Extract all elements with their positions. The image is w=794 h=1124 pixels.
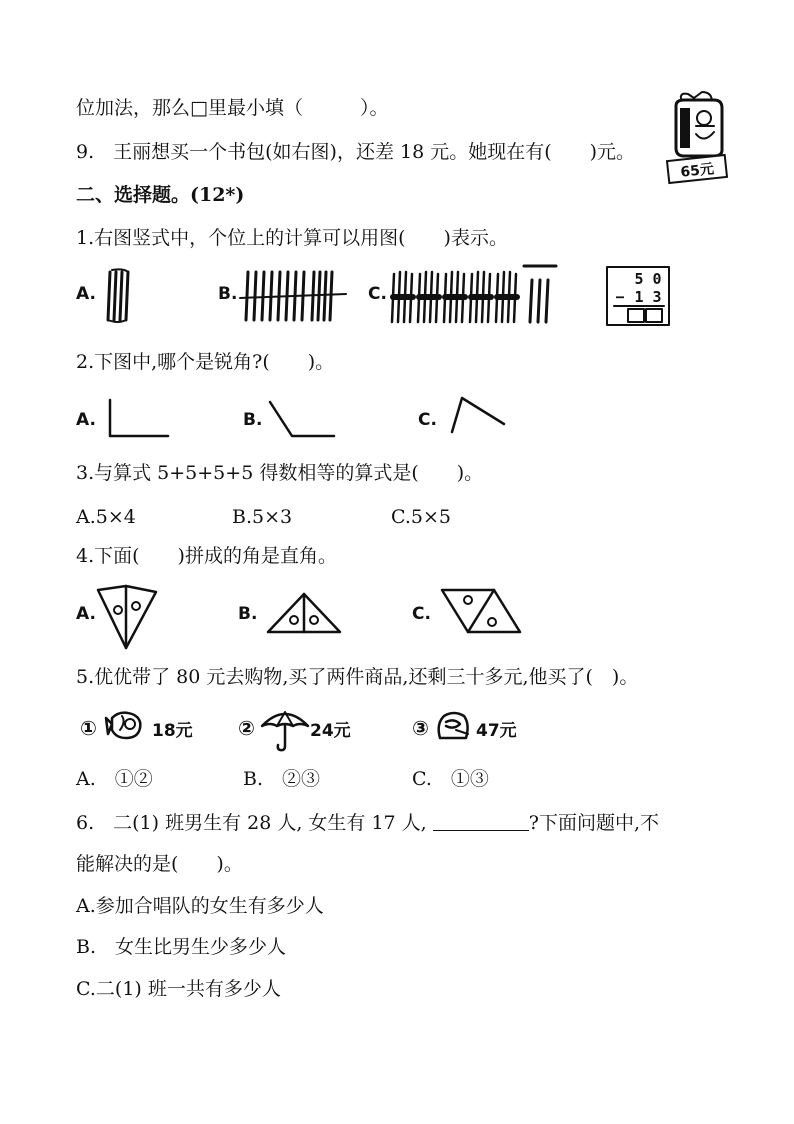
vertical-op: − [615, 288, 625, 306]
q4-text: 4.下面( )拼成的角是直角。 [76, 545, 337, 567]
q3-text: 3.与算式 5+5+5+5 得数相等的算式是( )。 [76, 462, 484, 484]
q2-label-c: C. [418, 410, 437, 430]
q5-item2-price: 24元 [310, 721, 351, 741]
bundles-c-icon [390, 262, 560, 328]
q1-label-a: A. [76, 284, 96, 304]
bag-price: 65元 [679, 161, 715, 181]
right-angle-icon [106, 398, 172, 440]
q8-continuation: 位加法，那么□里最小填（ ）。 [76, 97, 389, 119]
acute-angle-icon [448, 394, 508, 436]
set-squares-c-icon [440, 586, 524, 636]
q6-text [76, 810, 659, 835]
q1-label-b: B. [218, 284, 238, 304]
q5-item3-num: ③ [412, 716, 429, 740]
q5-option-c: C. ①③ [412, 768, 489, 790]
q2-text: 2.下图中,哪个是锐角?( )。 [76, 351, 335, 373]
q5-option-b: B. ②③ [243, 768, 321, 790]
q5-option-a: A. ①② [76, 768, 153, 790]
hat-icon [434, 710, 472, 744]
school-bag-icon [668, 88, 728, 184]
obtuse-angle-icon [268, 400, 338, 440]
vertical-bottom: 1 3 [634, 288, 662, 306]
q6-text-line2: 能解决的是( )。 [76, 853, 243, 875]
q5-item1-price: 18元 [152, 721, 193, 741]
q9-text: 9. 王丽想买一个书包(如右图)，还差 18 元。她现在有( )元。 [76, 141, 636, 163]
fish-toy-icon [106, 708, 146, 744]
q5-item3-price: 47元 [476, 721, 517, 741]
q3-option-b: B.5×3 [232, 506, 293, 528]
vertical-subtraction-box [606, 266, 670, 326]
q6-text-part2: ?下面问题中,不 [528, 812, 659, 834]
q2-label-b: B. [243, 410, 263, 430]
q5-item2-num: ② [238, 716, 255, 740]
set-squares-a-icon [96, 582, 160, 652]
set-squares-b-icon [266, 592, 342, 636]
q6-blank [433, 810, 529, 831]
vertical-top: 5 0 [634, 270, 662, 288]
q4-label-b: B. [238, 604, 258, 624]
q5-text: 5.优优带了 80 元去购物,买了两件商品,还剩三十多元,他买了( )。 [76, 666, 639, 688]
q3-option-a: A.5×4 [76, 506, 136, 528]
q1-label-c: C. [368, 284, 387, 304]
umbrella-icon [260, 706, 310, 752]
q6-option-b: B. 女生比男生少多少人 [76, 936, 287, 958]
q3-option-c: C.5×5 [391, 506, 451, 528]
q4-label-c: C. [412, 604, 431, 624]
sticks-b-icon [240, 268, 348, 324]
q2-label-a: A. [76, 410, 96, 430]
q4-label-a: A. [76, 604, 96, 624]
sticks-a-icon [104, 268, 134, 324]
q6-option-c: C.二(1) 班一共有多少人 [76, 978, 281, 1000]
q6-text-part1: 6. 二(1) 班男生有 28 人, 女生有 17 人, [76, 812, 427, 834]
q6-option-a: A.参加合唱队的女生有多少人 [76, 895, 324, 917]
q5-item1-num: ① [80, 716, 97, 740]
section-2-title: 二、选择题。(12*) [76, 184, 245, 206]
q1-text: 1.右图竖式中，个位上的计算可以用图( )表示。 [76, 227, 508, 249]
